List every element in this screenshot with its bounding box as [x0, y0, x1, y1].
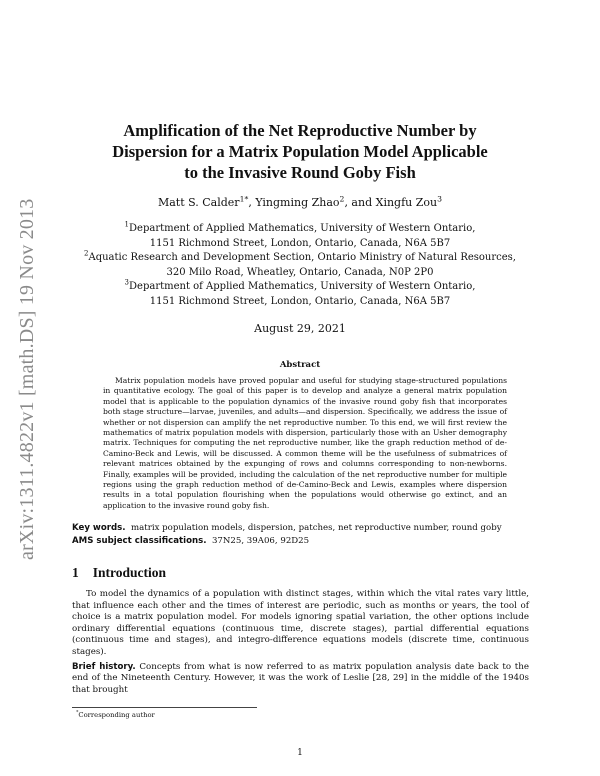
brief-history-paragraph: [72, 662, 529, 697]
affiliation-line: $^3$Department of Applied Mathematics, University of Western Ontario,: [124, 278, 476, 292]
section-title: Introduction: [92, 565, 167, 580]
title-line: to the Invasive Round Goby Fish: [184, 163, 416, 182]
author-sup: 3: [437, 194, 443, 204]
keywords: matrix population models, dispersion, patches, net reproductive number, round goby: [131, 523, 502, 533]
abstract-text: Matrix population models have proved popular and useful for studying stage-structured populations in quantitative ecology. The goal of this paper is to develop and analyze a general matrix population model that is applicable to the population dynamics of the invasive round goby fish that incorporates both stage structure—larvae, juveniles, and adults—and dispersion. Specifically, we address the issue of whether or not dispersion can amplify the net reproductive number. To this end, we will first review the mathematics of matrix population models with dispersion, particularly those with an Usher demography matrix. Techniques for computing the net reproductive number, like the graph reduction method of de-Camino-Beck and Lewis, will be discussed. A common theme will be the usefulness of submatrices of relevant matrices obtained by the expunging of rows and columns corresponding to non-newborns. Finally, examples will be provided, including the calculation of the net reproductive number for multiple regions using the graph reduction method of de-Camino-Beck and Lewis, examples where dispersion results in a total population flourishing when the populations would otherwise go extinct, and an application to the invasive round goby fish.: [103, 376, 507, 510]
affiliations: [60, 222, 540, 309]
footnote-text: Corresponding author: [78, 711, 155, 719]
abstract-heading: Abstract: [279, 360, 321, 370]
ams-line: [72, 535, 532, 548]
brief-history-text: Concepts from what is now referred to as matrix population analysis date back to the end of the Nineteenth Century. However, it was the work of Leslie [28, 29] in the middle of the 1940s that brought: [72, 661, 529, 695]
footnote-mark: *: [76, 710, 79, 716]
ams-label: AMS subject classifications.: [72, 536, 207, 546]
section-number: 1: [72, 565, 79, 580]
intro-body: [72, 589, 529, 696]
affiliation-line: 320 Milo Road, Wheatley, Ontario, Canada, N0P 2P0: [166, 266, 434, 278]
author-name: Xingfu Zou: [375, 196, 438, 209]
affiliation-line: 1151 Richmond Street, London, Ontario, Canada, N6A 5B7: [149, 237, 451, 249]
footnote: [76, 711, 155, 719]
author-separator: , and: [344, 196, 376, 209]
keywords-block: [72, 522, 532, 548]
keywords-line: [72, 522, 532, 535]
ams-codes: 37N25, 39A06, 92D25: [211, 536, 310, 546]
section-heading: [72, 565, 166, 581]
affiliation-sup: 1: [124, 220, 130, 229]
affiliation-line: $^2$Aquatic Research and Development Section, Ontario Ministry of Natural Resources,: [84, 249, 516, 263]
affiliation-line: 1151 Richmond Street, London, Ontario, Canada, N6A 5B7: [149, 295, 451, 307]
affiliation-sup: 3: [124, 278, 130, 287]
author-separator: ,: [248, 196, 256, 209]
paper-title: [60, 120, 540, 183]
arxiv-identifier: arXiv:1311.4822v1 [math.DS] 19 Nov 2013: [16, 198, 38, 560]
author-name: Matt S. Calder: [157, 196, 240, 209]
page-number: 1: [297, 748, 303, 758]
footnote-rule: [72, 707, 257, 708]
author-list: [60, 196, 540, 209]
author-sup: 2: [339, 194, 345, 204]
title-line: Amplification of the Net Reproductive Number by: [123, 121, 477, 140]
keywords-label: Key words.: [72, 523, 126, 533]
paper-date: August 29, 2021: [254, 322, 346, 335]
affiliation-sup: 2: [84, 249, 89, 258]
intro-paragraph: To model the dynamics of a population with distinct stages, within which the vital rates vary little, that influence each other and the times of interest are periodic, such as months or years, the tool of choice is a matrix population model. For models ignoring spatial variation, the other options include ordinary differential equations (continuous time, discrete stages), partial differential equations (continuous time and stages), and integro-difference equations models (discrete time, continuous stages).: [72, 589, 529, 657]
author-sup: 1*: [239, 194, 249, 204]
brief-history-label: Brief history.: [72, 661, 136, 672]
author-name: Yingming Zhao: [255, 196, 340, 209]
title-line: Dispersion for a Matrix Population Model Applicable: [112, 142, 488, 161]
affiliation-line: $^1$Department of Applied Mathematics, University of Western Ontario,: [124, 220, 476, 234]
